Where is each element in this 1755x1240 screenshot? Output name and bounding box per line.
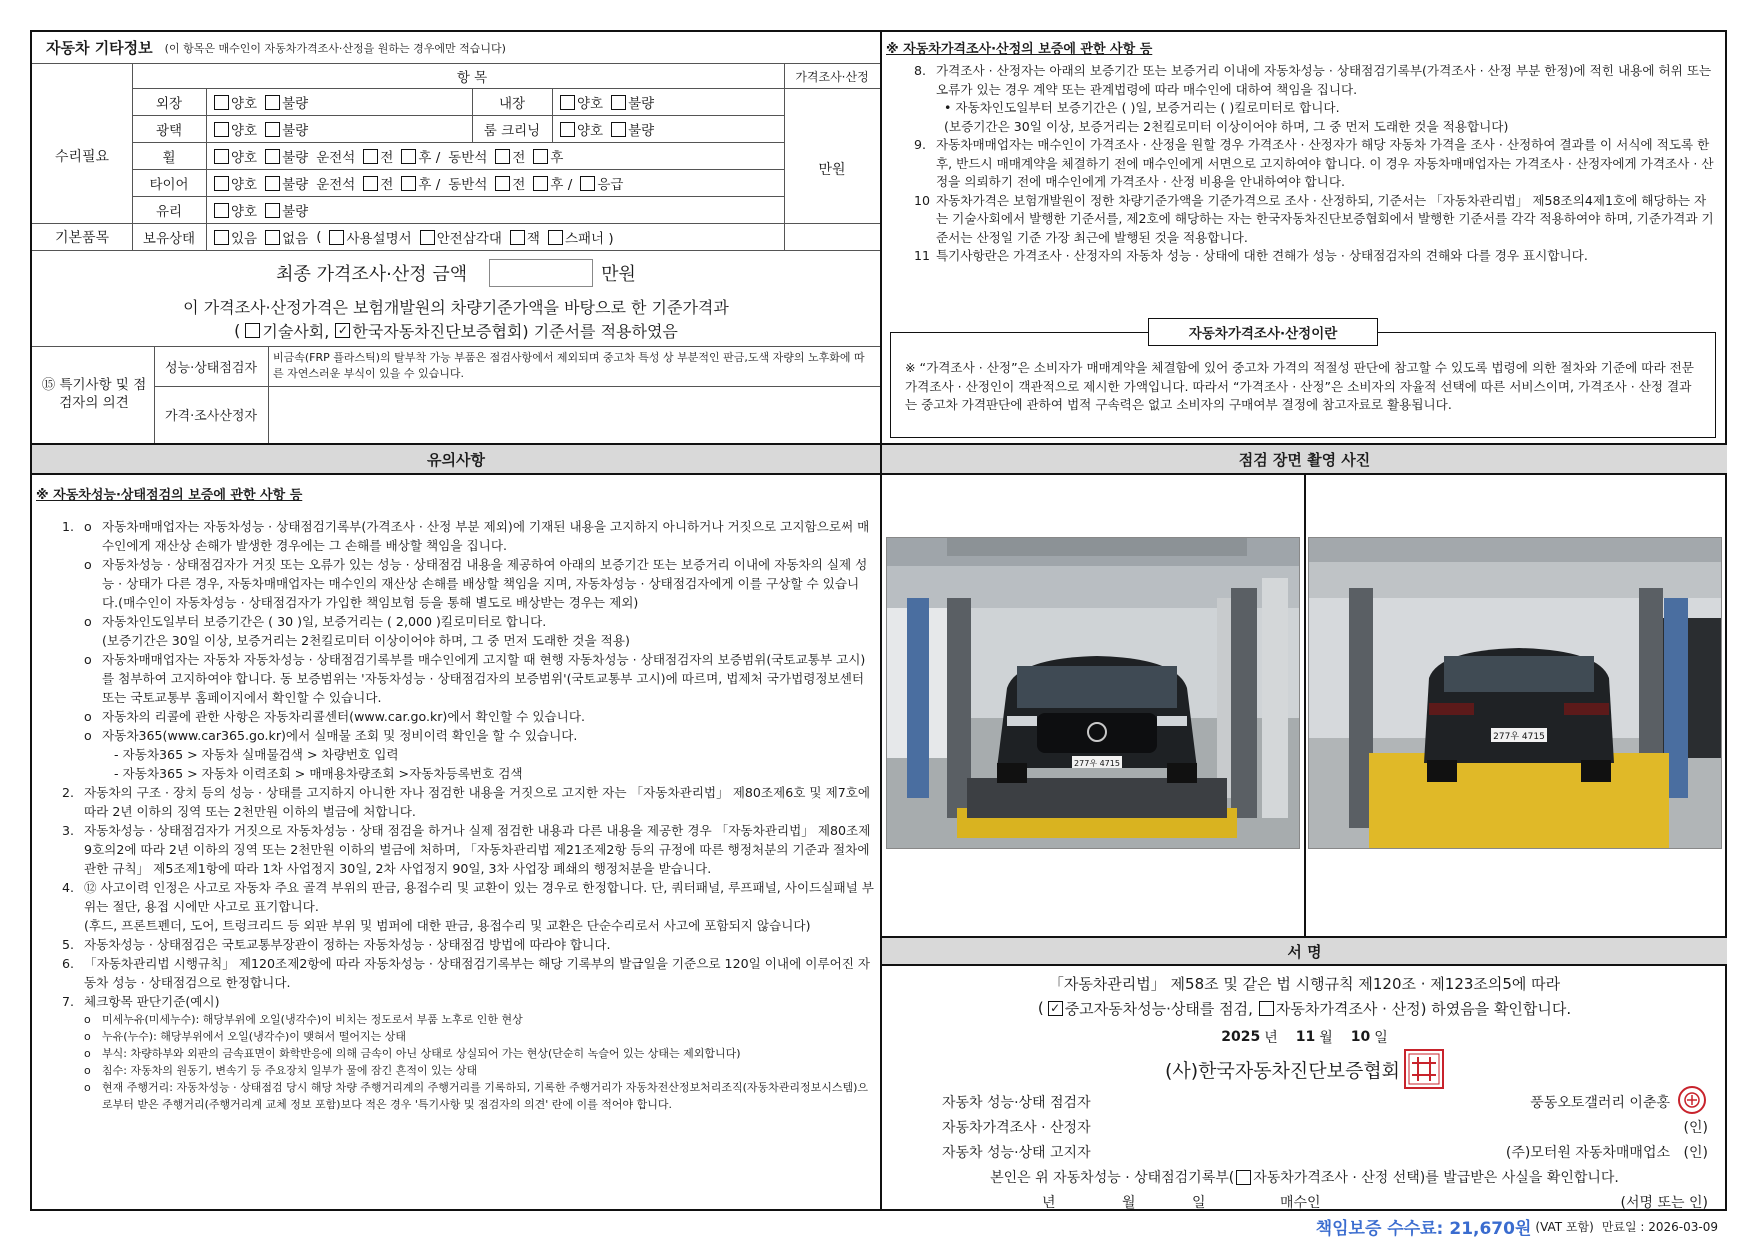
good-label: 양호 xyxy=(577,95,604,112)
fee-line xyxy=(882,1214,1718,1238)
repair-needed-label: 수리필요 xyxy=(54,148,110,165)
tire-passenger-rear-checkbox[interactable] xyxy=(533,176,548,191)
glass-bad-checkbox[interactable] xyxy=(265,203,280,218)
room-cleaning-options xyxy=(560,115,662,142)
wheel-good-checkbox[interactable] xyxy=(214,149,229,164)
fee-value: 21,670원 xyxy=(1449,1218,1532,1239)
notifier-value: (주)모터원 자동차매매업소 xyxy=(1505,1145,1670,1161)
price-check-checkbox[interactable] xyxy=(1259,1001,1274,1016)
tech-society-label: 기술사회, xyxy=(262,321,330,341)
gloss-label: 광택 xyxy=(155,122,183,139)
pw-item-9: 9. 자동차매매업자는 매수인이 가격조사 · 산정을 원할 경우 가격조사 · 산정자가 해당 자동차 가격을 조사 · 산정하여 결과를 이 서식에 적도록 한 후, 반드시 매매계약을 체결하기 전에 매수인에게 서면으로 고지하여야 합니다. 이 경우 자동차매매업자는 가격조사 · 산정자에게 가격조사 · 산정을 의뢰하기 전에 매수인에게 가격조사 · 산정 비용을 안내하여야 합니다. xyxy=(914,137,1714,189)
bad-label: 불량 xyxy=(282,149,309,166)
interior-label: 내장 xyxy=(498,95,526,112)
note-7: 7. 체크항목 판단기준(예시) xyxy=(62,994,220,1009)
note-7e: o 현재 주행거리: 자동차성능 · 상태점검 당시 해당 차량 주행거리계의 주행거리를 기록하되, 기록한 주행거리가 자동차전산정보처리조직(자동차관리정보시스템)으로부터 받은 주행거리(주행거리계 교체 정보 포함)보다 적은 경우 '특기사항 및 점검자의 의견' 란에 이를 적어야 합니다. xyxy=(84,1081,869,1111)
left-column xyxy=(32,32,882,1209)
price-assessor-label: 자동차가격조사 · 산정자 xyxy=(942,1120,1091,1136)
fee-label: 책임보증 수수료: xyxy=(1315,1218,1444,1239)
final-price-label: 최종 가격조사·산정 금액 xyxy=(276,264,468,285)
final-price-unit: 만원 xyxy=(601,264,636,285)
good-label: 양호 xyxy=(231,149,258,166)
front-plate-text: 277우 4715 xyxy=(1074,759,1120,768)
association-label: (사)한국자동차진단보증협회 xyxy=(1164,1059,1401,1082)
rear-photo-svg xyxy=(1309,538,1722,849)
remarks-price-label: 가격·조사산정자 xyxy=(164,409,258,424)
rear-label: 후 / xyxy=(550,176,573,193)
exterior-good-checkbox[interactable] xyxy=(214,95,229,110)
pw-item-10: 10 자동차가격은 보험개발원이 정한 차량기준가액을 기준가격으로 조사 · 산정하되, 기준서는 「자동차관리법」 제58조의4제1호에 해당하는 자는 기술사회에서 발행한 기준서를, 제2호에 해당하는 자는 한국자동차진단보증협회에서 발행한 기준서를 각각 적용하여야 하며, 기준가격과 기준서는 산정일 기준 가장 최근에 발행된 것을 적용합니다. xyxy=(914,192,1714,245)
rear-label: 후 xyxy=(550,149,564,166)
note-4: 4. ⑫ 사고이력 인정은 사고로 자동차 주요 골격 부위의 판금, 용접수리 및 교환이 있는 경우로 한정합니다. 단, 쿼터패널, 루프패널, 사이드실패널 부위는 절단, 용접 시에만 사고로 표기합니다. xyxy=(62,880,874,914)
price-column-header: 가격조사·산정 xyxy=(795,69,869,84)
note-4b: (후드, 프론트펜더, 도어, 트렁크리드 등 외판 부위 및 범퍼에 대한 판금, 용접수리 및 교환은 단순수리로서 사고에 포함되지 않습니다) xyxy=(84,918,811,933)
glass-options xyxy=(214,196,316,223)
front-photo-svg xyxy=(887,538,1300,849)
interior-good-checkbox[interactable] xyxy=(560,95,575,110)
manual-label: 사용설명서 xyxy=(346,230,412,247)
interior-options xyxy=(560,88,662,115)
wheel-options xyxy=(214,142,571,169)
have-label: 있음 xyxy=(231,230,258,247)
none-label: 없음 xyxy=(282,230,309,247)
rear-plate-text: 277우 4715 xyxy=(1493,732,1545,742)
note-2: 2. 자동차의 구조 · 장치 등의 성능 · 상태를 고지하지 아니한 자나 점검한 내용을 거짓으로 고지한 자는 「자동차관리법」 제80조제6호 및 제7호에 따라 2년 이하의 징역 또는 2천만원 이하의 벌금에 처합니다. xyxy=(62,785,871,819)
wheel-label: 휠 xyxy=(162,149,176,166)
gloss-good-checkbox[interactable] xyxy=(214,122,229,137)
manual-checkbox[interactable] xyxy=(329,230,344,245)
note-7c: o 부식: 차량하부와 외판의 금속표면이 화학반응에 의해 금속이 아닌 상태로 상실되어 가는 현상(단순히 녹슬어 있는 상태는 제외합니다) xyxy=(84,1047,741,1060)
open-paren: ( xyxy=(316,228,322,245)
other-info-title-row xyxy=(32,32,880,64)
tire-driver-front-checkbox[interactable] xyxy=(363,176,378,191)
emergency-label: 응급 xyxy=(597,176,624,193)
confirm-a: 중고자동차성능·상태를 점검, xyxy=(1064,999,1253,1018)
price-warranty-list xyxy=(914,62,1714,266)
gloss-options xyxy=(214,115,316,142)
note-1b: o 자동차성능 · 상태점검자가 거짓 또는 오류가 있는 성능 · 상태점검 내용을 제공하여 아래의 보증기간 또는 보증거리 이내에 자동차의 실제 성능 · 상태가 다른 경우, 자동차매매업자는 매수인의 재산상 손해를 배상할 책임을 지며, 자동차성능 · 상태점검자에게 이를 구상할 수 있습니다.(매수인이 자동차성능 · 상태점검자가 가입한 책임보험 등을 통해 별도로 배상받는 경우는 제외) xyxy=(84,557,868,610)
sig-year: 2025 xyxy=(1221,1029,1261,1045)
wheel-driver-front-checkbox[interactable] xyxy=(363,149,378,164)
other-info-subtitle: (이 항목은 매수인이 자동차가격조사·산정을 원하는 경우에만 적습니다) xyxy=(164,41,506,55)
exterior-label: 외장 xyxy=(155,95,183,112)
tire-passenger-front-checkbox[interactable] xyxy=(495,176,510,191)
pw-item-8-sub1: • 자동차인도일부터 보증기간은 ( )일, 보증거리는 ( )킬로미터로 합니다. xyxy=(944,100,1340,115)
association-seal-icon xyxy=(1404,1049,1444,1089)
receipt-line xyxy=(882,1166,1727,1188)
tire-label: 타이어 xyxy=(149,176,189,193)
front-label: 전 xyxy=(512,149,526,166)
receipt-b: 자동차가격조사 · 산정 선택)를 발급받은 사실을 확인합니다. xyxy=(1253,1170,1619,1186)
wheel-passenger-rear-checkbox[interactable] xyxy=(533,149,548,164)
good-label: 양호 xyxy=(231,203,258,220)
good-label: 양호 xyxy=(577,122,604,139)
wheel-driver-rear-checkbox[interactable] xyxy=(401,149,416,164)
glass-good-checkbox[interactable] xyxy=(214,203,229,218)
other-info-title: 자동차 기타정보 xyxy=(46,39,153,57)
definition-box-title: 자동차가격조사·산정이란 xyxy=(1148,318,1378,346)
inspection-photo-front xyxy=(886,537,1300,849)
holding-status-label: 보유상태 xyxy=(142,230,196,247)
buyer-label: 매수인 xyxy=(1280,1195,1321,1211)
room-cleaning-bad-checkbox[interactable] xyxy=(611,122,626,137)
rear-label: 후 / xyxy=(418,176,441,193)
note-7b: o 누유(누수): 해당부위에서 오일(냉각수)이 맺혀서 떨어지는 상태 xyxy=(84,1030,407,1043)
photos-header: 점검 장면 촬영 사진 xyxy=(882,443,1727,475)
exterior-options xyxy=(214,88,316,115)
triangle-label: 안전삼각대 xyxy=(436,230,502,247)
none-checkbox[interactable] xyxy=(265,230,280,245)
basis-line1: 이 가격조사·산정가격은 보험개발원의 차량기준가액을 바탕으로 한 기준가격과 xyxy=(183,297,729,317)
notes-heading: ※ 자동차성능·상태점검의 보증에 관한 사항 등 xyxy=(36,488,303,503)
receipt-price-checkbox[interactable] xyxy=(1236,1170,1251,1185)
signature-law-line: 「자동차관리법」 제58조 및 같은 법 시행규칙 제120조 · 제123조의5에 따라 xyxy=(1048,974,1561,993)
note-1f1: - 자동차365 > 자동차 실매물검색 > 차량번호 입력 xyxy=(114,747,399,762)
wheel-bad-checkbox[interactable] xyxy=(265,149,280,164)
good-label: 양호 xyxy=(231,122,258,139)
front-label: 전 xyxy=(380,176,394,193)
bad-label: 불량 xyxy=(282,176,309,193)
notes-list xyxy=(62,517,874,1113)
association-name xyxy=(882,1054,1727,1084)
note-5: 5. 자동차성능 · 상태점검은 국토교통부장관이 정하는 자동차성능 · 상태점검 방법에 따라야 합니다. xyxy=(62,937,611,952)
signature-confirm-line xyxy=(882,996,1727,1020)
definition-text: ※ “가격조사 · 산정”은 소비자가 매매계약을 체결함에 있어 중고차 가격의 적절성 판단에 참고할 수 있도록 법령에 의한 절차와 기준에 따라 전문 가격조사 · 산정인이 객관적으로 제시한 가액입니다. 따라서 “가격조사 · 산정”은 소비자의 자율적 선택에 따른 서비스이며, 가격조사 · 산정 결과는 중고차 가격판단에 관하여 법적 구속력은 없고 소비자의 구매여부 결정에 참고자료로 활용됩니다. xyxy=(905,360,1694,412)
signature-date: 2025 년 11 월 10 일 xyxy=(1221,1029,1388,1046)
confirm-b: 자동차가격조사 · 산정) 하였음을 확인합니다. xyxy=(1275,999,1572,1018)
tire-bad-checkbox[interactable] xyxy=(265,176,280,191)
expiry-date: 만료일 : 2026-03-09 xyxy=(1601,1219,1718,1234)
glass-label: 유리 xyxy=(155,203,183,220)
notifier-seal: (인) xyxy=(1683,1145,1708,1161)
notes-header: 유의사항 xyxy=(32,443,880,475)
good-label: 양호 xyxy=(231,176,258,193)
inspection-photo-rear xyxy=(1308,537,1722,849)
remarks-label: ⑮ 특기사항 및 점검자의 의견 xyxy=(41,377,147,411)
wheel-passenger-front-checkbox[interactable] xyxy=(495,149,510,164)
note-1c: o 자동차인도일부터 보증기간은 ( 30 )일, 보증거리는 ( 2,000 )킬로미터로 합니다. xyxy=(84,614,547,629)
note-7d: o 침수: 자동차의 원동기, 변속기 등 주요장치 일부가 물에 잠긴 흔적이 있는 상태 xyxy=(84,1064,478,1077)
pw-item-11: 11 특기사항란은 가격조사 · 산정자의 자동차 성능 · 상태에 대한 견해가 성능 · 상태점검자의 견해와 다를 경우 표시합니다. xyxy=(914,248,1588,263)
open-paren: ( xyxy=(1037,999,1044,1017)
passenger-side-label: 동반석 xyxy=(448,149,488,166)
jack-checkbox[interactable] xyxy=(510,230,525,245)
price-warranty-heading: ※ 자동차가격조사·산정의 보증에 관한 사항 등 xyxy=(886,42,1153,57)
tire-emergency-checkbox[interactable] xyxy=(580,176,595,191)
have-checkbox[interactable] xyxy=(214,230,229,245)
condition-check-checkbox-checked[interactable]: ✓ xyxy=(1048,1001,1063,1016)
tire-driver-rear-checkbox[interactable] xyxy=(401,176,416,191)
front-label: 전 xyxy=(380,149,394,166)
gloss-bad-checkbox[interactable] xyxy=(265,122,280,137)
basis-line2: ( 기술사회, ✓ 한국자동차진단보증협회) 기준서를 적용하였음 xyxy=(234,320,678,341)
note-7a: o 미세누유(미세누수): 해당부위에 오일(냉각수)이 비치는 정도로서 부품 노후로 인한 현상 xyxy=(84,1013,523,1026)
note-1e: o 자동차의 리콜에 관한 사항은 자동차리콜센터(www.car.go.kr)에서 확인할 수 있습니다. xyxy=(84,709,586,724)
buyer-sign-mark: (서명 또는 인) xyxy=(1620,1195,1708,1211)
buyer-date-day: 일 xyxy=(1192,1195,1206,1211)
final-price-row xyxy=(32,256,880,290)
note-1a: 1. o 자동차매매업자는 자동차성능 · 상태점검기록부(가격조사 · 산정 부분 제외)에 기재된 내용을 고지하지 아니하거나 거짓으로 고지함으로써 매수인에게 재산상 손해가 발생한 경우에는 그 손해를 배상할 책임을 집니다. xyxy=(62,519,870,553)
document-frame xyxy=(30,30,1727,1239)
basic-items-label: 기본품목 xyxy=(54,229,110,246)
note-1d: o 자동차매매업자는 자동차 자동차성능 · 상태점검기록부를 매수인에게 고지할 때 현행 자동차성능 · 상태점검자의 보증범위(국토교통부 고시)를 첨부하여 고지하여야 합니다. 동 보증범위는 '자동차성능 · 상태점검자의 보증범위'(국토교통부 고시)에 따르며, 법제처 국가법령정보센터 또는 국토교통부 홈페이지에서 확인할 수 있습니다. xyxy=(84,652,866,705)
receipt-a: 본인은 위 자동차성능 · 상태점검기록부( xyxy=(990,1170,1235,1186)
driver-side-label: 운전석 xyxy=(316,149,356,166)
note-6: 6. 「자동차관리법 시행규칙」 제120조제2항에 따라 자동차성능 · 상태점검기록부는 해당 기록부의 발급일을 기준으로 120일 이내에 이루어진 자동차 성능 · 상태점검으로 한정합니다. xyxy=(62,956,871,990)
spanner-label: 스패너 ) xyxy=(564,230,614,247)
tech-society-checkbox[interactable] xyxy=(245,323,260,338)
sig-day: 10 xyxy=(1350,1029,1371,1045)
tire-options xyxy=(214,169,631,196)
notifier-label: 자동차 성능·상태 고지자 xyxy=(942,1145,1091,1161)
interior-bad-checkbox[interactable] xyxy=(611,95,626,110)
front-label: 전 xyxy=(512,176,526,193)
bad-label: 불량 xyxy=(282,122,309,139)
pw-item-8: 8. 가격조사 · 산정자는 아래의 보증기간 또는 보증거리 이내에 자동차성능 · 상태점검기록부(가격조사 · 산정 부분 한정)에 적힌 내용에 허위 또는 오류가 있는 경우 계약 또는 관계법령에 따라 매수인에 대하여 책임을 집니다. xyxy=(914,63,1712,97)
right-column xyxy=(882,32,1727,1239)
bad-label: 불량 xyxy=(628,95,655,112)
kadiwa-label: 한국자동차진단보증협회) 기준서를 적용하였음 xyxy=(352,321,678,341)
fee-vat: (VAT 포함) xyxy=(1535,1219,1594,1234)
buyer-date-year: 년 xyxy=(1042,1195,1056,1211)
buyer-date-month: 월 xyxy=(1122,1195,1136,1211)
sig-month: 11 xyxy=(1295,1029,1316,1045)
item-column-header: 항 목 xyxy=(456,70,488,86)
bad-label: 불량 xyxy=(282,203,309,220)
price-unit-manwon: 만원 xyxy=(818,162,846,178)
holding-options xyxy=(214,223,622,250)
note-1c2: (보증기간은 30일 이상, 보증거리는 2천킬로미터 이상이어야 하며, 그 중 먼저 도래한 것을 적용) xyxy=(102,633,630,648)
good-label: 양호 xyxy=(231,95,258,112)
rear-label: 후 / xyxy=(418,149,441,166)
exterior-bad-checkbox[interactable] xyxy=(265,95,280,110)
tire-good-checkbox[interactable] xyxy=(214,176,229,191)
inspector-seal-icon xyxy=(1678,1086,1706,1114)
final-price-input[interactable] xyxy=(489,259,593,287)
kadiwa-checkbox-checked[interactable]: ✓ xyxy=(335,323,350,338)
triangle-checkbox[interactable] xyxy=(420,230,435,245)
bad-label: 불량 xyxy=(628,122,655,139)
pw-item-8-sub2: (보증기간은 30일 이상, 보증거리는 2천킬로미터 이상이어야 하며, 그 중 먼저 도래한 것을 적용합니다) xyxy=(944,118,1509,134)
driver-side-label: 운전석 xyxy=(316,176,356,193)
note-1f: o 자동차365(www.car365.go.kr)에서 실매물 조회 및 정비이력 확인을 할 수 있습니다. xyxy=(84,728,578,743)
definition-box xyxy=(890,332,1716,438)
signature-header: 서 명 xyxy=(882,936,1727,966)
note-1f2: - 자동차365 > 자동차 이력조회 > 매매용차량조회 >자동차등록번호 검색 xyxy=(114,766,523,781)
bad-label: 불량 xyxy=(282,95,309,112)
price-assessor-seal: (인) xyxy=(1683,1120,1708,1136)
note-3: 3. 자동차성능 · 상태점검자가 거짓으로 자동차성능 · 상태 점검을 하거나 실제 점검한 내용과 다른 내용을 제공한 경우 「자동차관리법」 제80조제9호의2에 따라 2년 이하의 징역 또는 2천만원 이하의 벌금에 처하며, 「자동차관리법 제21조제2항 등의 규정에 따른 행정처분의 기준과 절차에 관한 규칙」 제5조제1항에 따라 1차 사업정지 30일, 2차 사업정지 90일, 3차 사업장 폐쇄의 행정처분을 받습니다. xyxy=(62,823,871,876)
remarks-inspector-label: 성능·상태점검자 xyxy=(164,360,258,376)
spanner-checkbox[interactable] xyxy=(548,230,563,245)
jack-label: 잭 xyxy=(526,230,540,247)
inspector-label: 자동차 성능·상태 점검자 xyxy=(942,1095,1091,1111)
inspector-value: 풍동오토갤러리 이춘홍 xyxy=(1530,1095,1670,1111)
room-cleaning-label: 룸 크리닝 xyxy=(483,122,541,139)
room-cleaning-good-checkbox[interactable] xyxy=(560,122,575,137)
passenger-side-label: 동반석 xyxy=(448,176,488,193)
remarks-inspector-text: 비금속(FRP 플라스틱)의 탈부착 가능 부품은 점검사항에서 제외되며 중고차 특성 상 부분적인 판금,도색 자량의 노후화에 따른 자연스러운 부식이 있을 수 있습니다. xyxy=(273,351,865,380)
